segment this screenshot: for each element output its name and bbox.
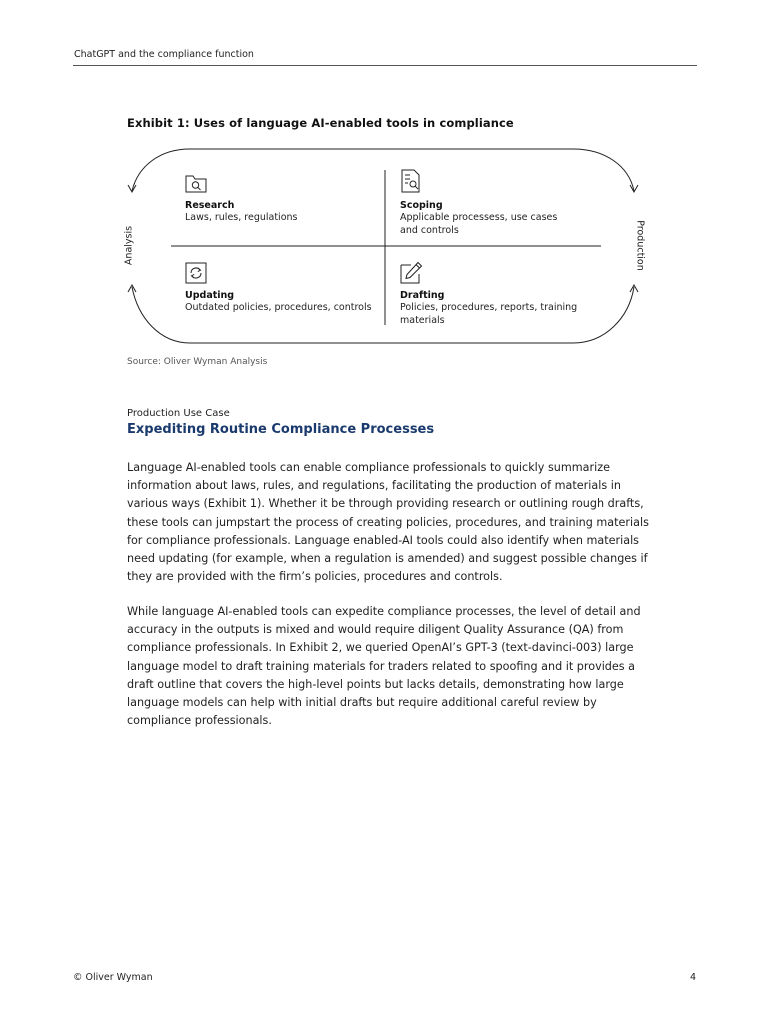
exhibit-title: Exhibit 1: Uses of language AI-enabled tools in compliance [127, 116, 514, 130]
cell-title-scoping: Scoping [400, 200, 443, 211]
cell-desc-research: Laws, rules, regulations [185, 212, 298, 223]
arrow-up-left-icon [128, 285, 136, 292]
refresh-document-icon [184, 261, 208, 285]
document-search-icon [399, 169, 423, 193]
running-header: ChatGPT and the compliance function [74, 49, 254, 60]
section-title: Expediting Routine Compliance Processes [127, 422, 435, 437]
section-label: Production Use Case [127, 408, 230, 419]
header-rule [73, 65, 697, 66]
cell-title-drafting: Drafting [400, 290, 445, 301]
production-label: Production [634, 220, 646, 271]
cell-desc-updating: Outdated policies, procedures, controls [185, 302, 372, 313]
body-paragraph-2: While language AI-enabled tools can expedite compliance processes, the level of detail and accuracy in the outputs is mixed and would require diligent Quality Assurance (QA) from compliance professionals. In Exhibit 2, we queried OpenAI’s GPT-3 (text-davinci-003) large language model to draft training materials for traders related to spoofing and it provides a draft outline that covers the high-level points but lacks details, demonstrating how large language models can help with initial drafts but require additional careful review by compliance professionals. [127, 605, 641, 728]
arrow-up-right-icon [630, 285, 638, 292]
cell-desc-drafting: Policies, procedures, reports, training materials [400, 302, 578, 326]
bottom-arc [132, 287, 634, 343]
page-number: 4 [690, 972, 697, 983]
footer-copyright: © Oliver Wyman [73, 972, 153, 983]
cell-title-research: Research [185, 200, 235, 211]
cycle-frame [0, 0, 770, 400]
pencil-document-icon [399, 261, 423, 285]
exhibit-source: Source: Oliver Wyman Analysis [127, 357, 268, 367]
exhibit-diagram [0, 0, 770, 400]
cell-desc-scoping: Applicable processess, use cases and controls [400, 212, 558, 236]
body-paragraph-1: Language AI-enabled tools can enable compliance professionals to quickly summarize information about laws, rules, and regulations, facilitating the production of materials in various ways (Exhibit 1). Whether it be through providing research or outlining rough drafts, these tools can jumpstart the process of creating policies, procedures, and training materials for compliance professionals. Language enabled-AI tools could also identify when materials need updating (for example, when a regulation is amended) and suggest possible changes if they are provided with the firm’s policies, procedures and controls. [127, 461, 649, 584]
cell-title-updating: Updating [185, 290, 235, 301]
arrow-down-right-icon [630, 185, 638, 192]
folder-search-icon [184, 171, 208, 195]
arrow-down-left-icon [128, 185, 136, 192]
analysis-label: Analysis [123, 225, 135, 266]
top-arc [132, 149, 634, 191]
